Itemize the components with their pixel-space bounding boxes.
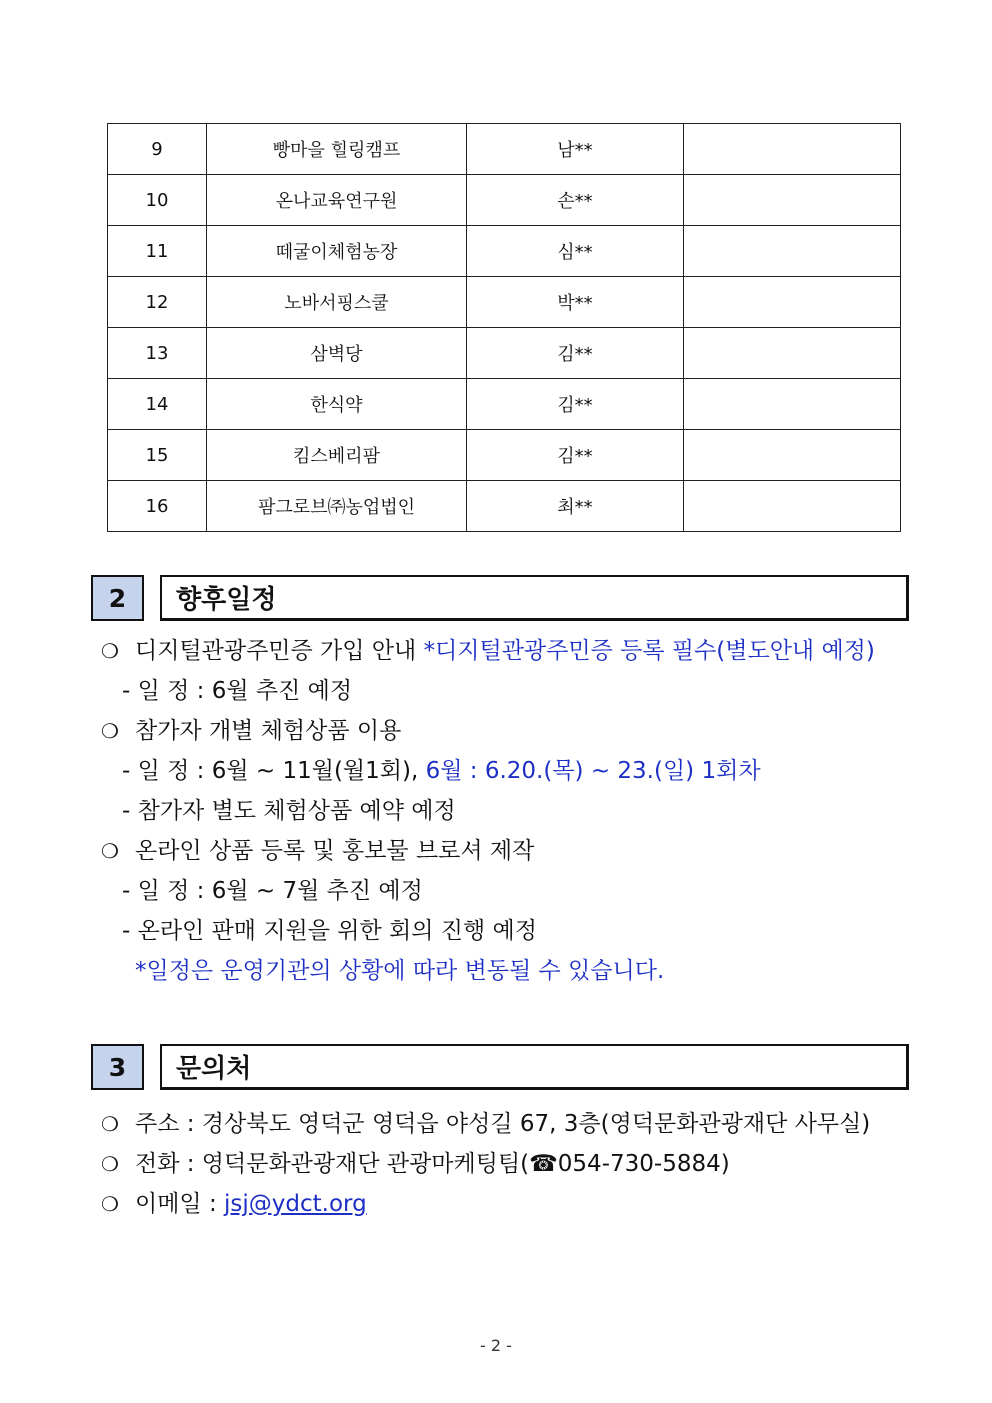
representative: 손** <box>467 175 684 226</box>
remarks <box>684 430 901 481</box>
email-label: 이메일 : <box>135 1191 217 1217</box>
remarks <box>684 124 901 175</box>
business-name: 팜그로브㈜농업법인 <box>207 481 467 532</box>
circle-bullet-icon: ❍ <box>101 839 119 863</box>
date-prefix: - 일 정 : 6월 ~ 11월(월1회), <box>122 758 419 784</box>
email-link[interactable]: jsj@ydct.org <box>224 1191 367 1217</box>
schedule-item-3 <box>101 836 534 866</box>
representative: 김** <box>467 379 684 430</box>
table-row <box>108 175 901 226</box>
remarks <box>684 379 901 430</box>
circle-bullet-icon: ❍ <box>101 1112 119 1136</box>
row-number: 12 <box>108 277 207 328</box>
table-row <box>108 124 901 175</box>
section-title: 향후일정 <box>160 575 909 621</box>
row-number: 9 <box>108 124 207 175</box>
business-name: 온나교육연구원 <box>207 175 467 226</box>
table-row <box>108 226 901 277</box>
schedule-footnote: *일정은 운영기관의 상황에 따라 변동될 수 있습니다. <box>135 958 665 984</box>
phone-text: 전화 : 영덕문화관광재단 관광마케팅팀(☎054-730-5884) <box>135 1151 730 1177</box>
representative: 최** <box>467 481 684 532</box>
schedule-item-1-date: - 일 정 : 6월 추진 예정 <box>122 678 353 704</box>
business-name: 노바서핑스쿨 <box>207 277 467 328</box>
address-text: 주소 : 경상북도 영덕군 영덕읍 야성길 67, 3층(영덕문화관광재단 사무실) <box>135 1111 871 1137</box>
schedule-item-3-date: - 일 정 : 6월 ~ 7월 추진 예정 <box>122 878 423 904</box>
contact-phone <box>101 1149 730 1179</box>
remarks <box>684 481 901 532</box>
item-text: 참가자 개별 체험상품 이용 <box>135 718 402 744</box>
row-number: 14 <box>108 379 207 430</box>
remarks <box>684 328 901 379</box>
contact-email <box>101 1189 367 1219</box>
representative: 김** <box>467 430 684 481</box>
schedule-item-2-detail: - 참가자 별도 체험상품 예약 예정 <box>122 798 456 824</box>
business-name: 한식약 <box>207 379 467 430</box>
contact-address <box>101 1109 870 1139</box>
representative: 박** <box>467 277 684 328</box>
participants-table <box>107 123 901 532</box>
row-number: 16 <box>108 481 207 532</box>
representative: 남** <box>467 124 684 175</box>
schedule-item-2 <box>101 716 401 746</box>
remarks <box>684 277 901 328</box>
row-number: 10 <box>108 175 207 226</box>
table-row <box>108 430 901 481</box>
page-number: - 2 - <box>480 1336 512 1355</box>
business-name: 떼굴이체험농장 <box>207 226 467 277</box>
business-name: 삼벽당 <box>207 328 467 379</box>
circle-bullet-icon: ❍ <box>101 719 119 743</box>
schedule-item-2-date <box>122 756 761 786</box>
circle-bullet-icon: ❍ <box>101 1192 119 1216</box>
section-number: 2 <box>91 575 144 621</box>
schedule-item-1 <box>101 636 875 666</box>
representative: 김** <box>467 328 684 379</box>
item-text: 온라인 상품 등록 및 홍보물 브로셔 제작 <box>135 838 535 864</box>
business-name: 킴스베리팜 <box>207 430 467 481</box>
table-row <box>108 481 901 532</box>
table-row <box>108 277 901 328</box>
business-name: 빵마을 힐링캠프 <box>207 124 467 175</box>
circle-bullet-icon: ❍ <box>101 1152 119 1176</box>
section-number: 3 <box>91 1044 144 1090</box>
item-text: 디지털관광주민증 가입 안내 <box>135 638 417 664</box>
date-highlight: 6월 : 6.20.(목) ~ 23.(일) 1회차 <box>425 758 761 784</box>
row-number: 11 <box>108 226 207 277</box>
schedule-item-3-detail: - 온라인 판매 지원을 위한 회의 진행 예정 <box>122 918 537 944</box>
remarks <box>684 175 901 226</box>
representative: 심** <box>467 226 684 277</box>
row-number: 15 <box>108 430 207 481</box>
row-number: 13 <box>108 328 207 379</box>
circle-bullet-icon: ❍ <box>101 639 119 663</box>
table-row <box>108 328 901 379</box>
section-title: 문의처 <box>160 1044 909 1090</box>
item-note: *디지털관광주민증 등록 필수(별도안내 예정) <box>423 638 875 664</box>
table-row <box>108 379 901 430</box>
remarks <box>684 226 901 277</box>
